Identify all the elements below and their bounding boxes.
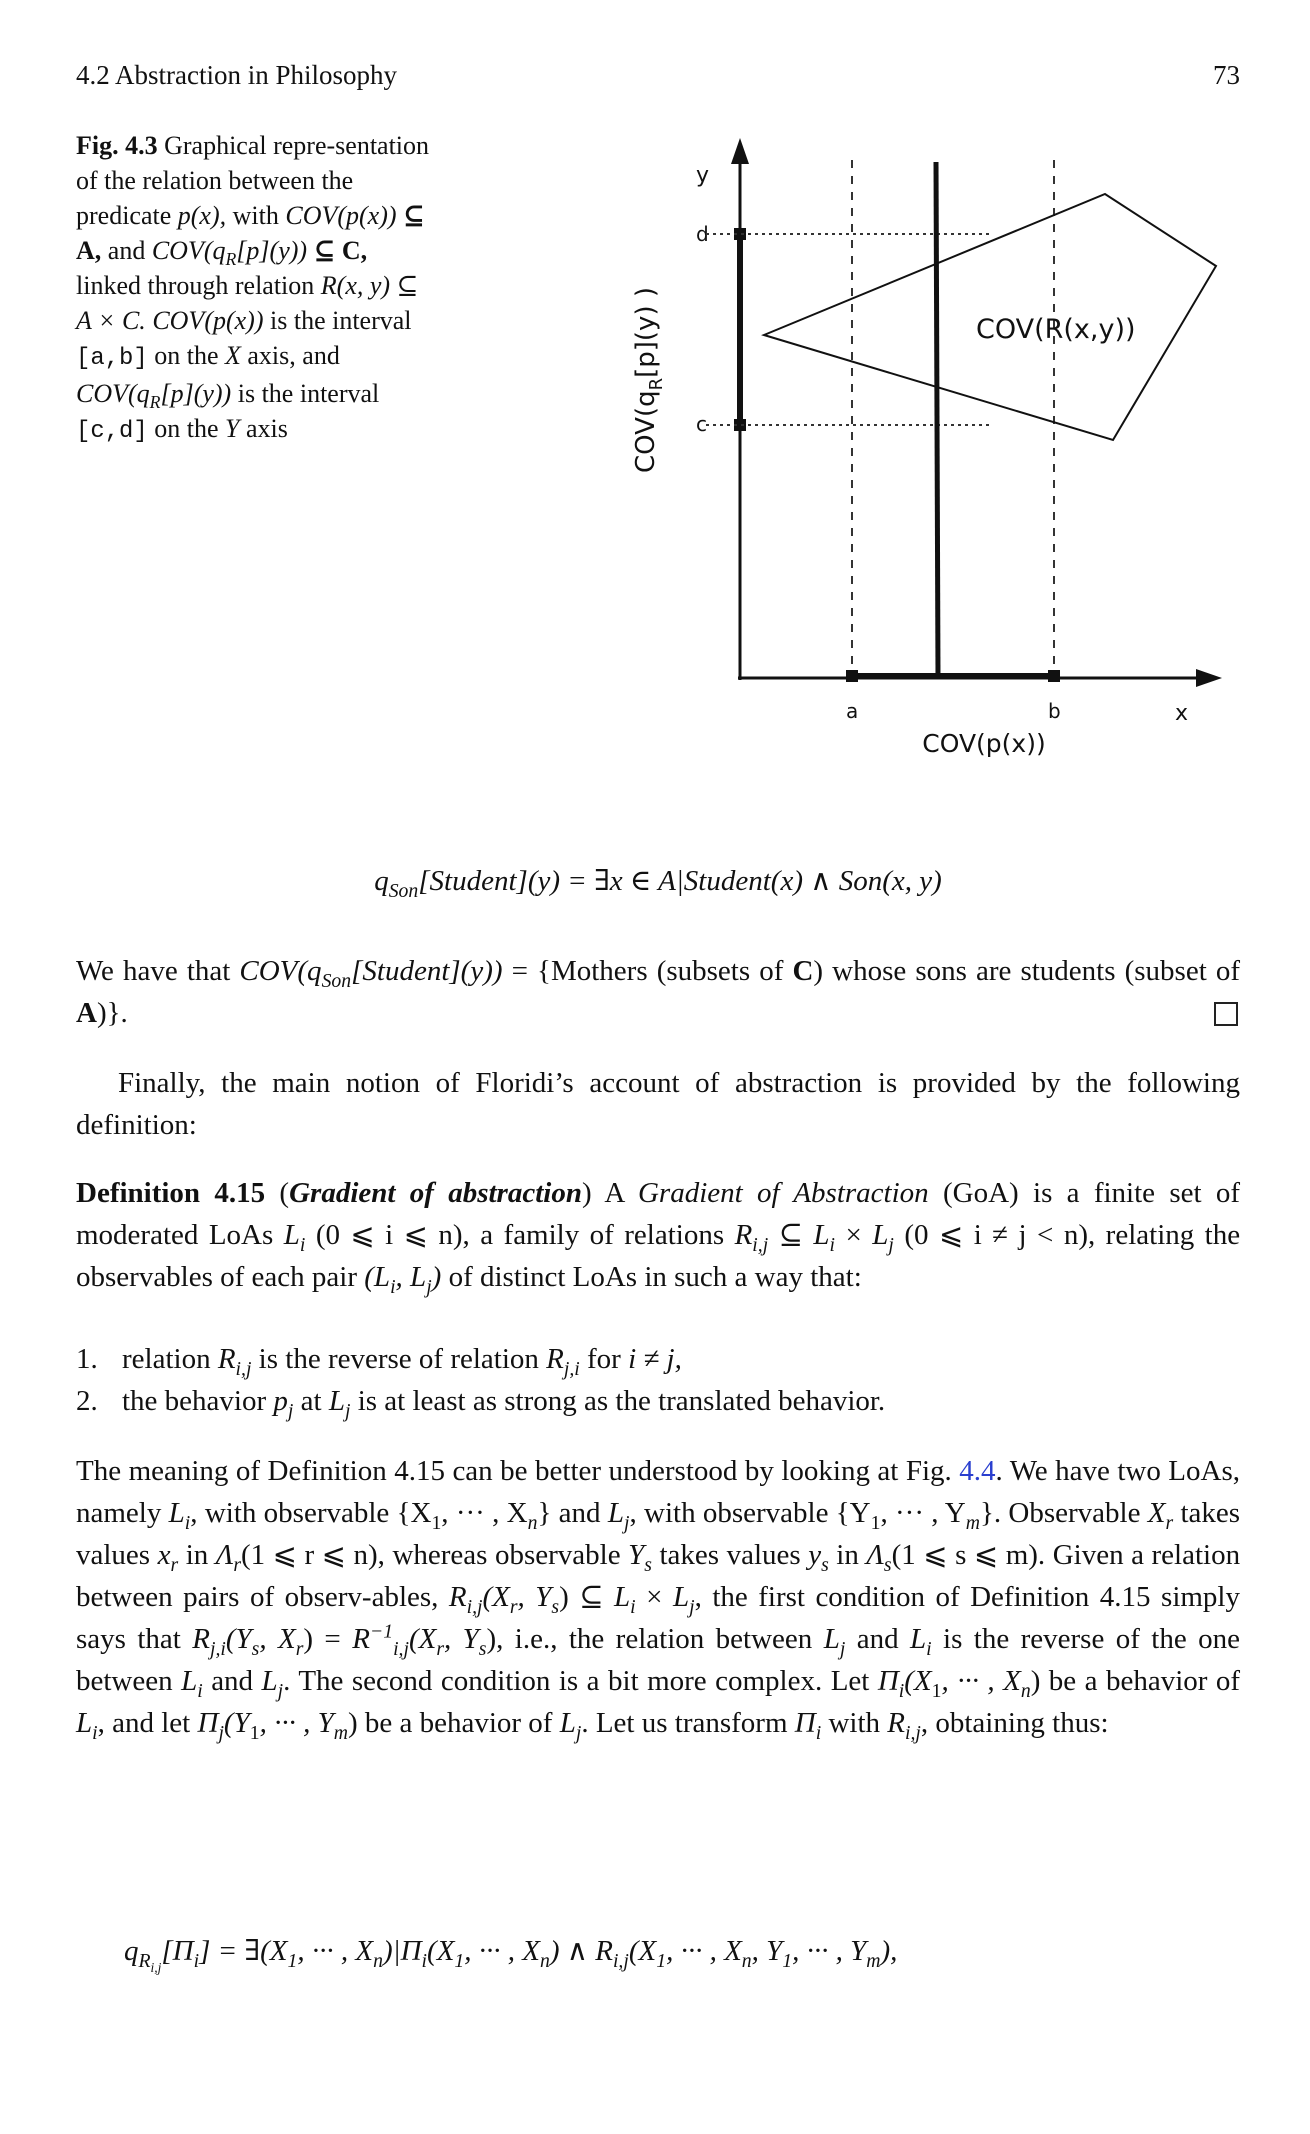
definition-name: Gradient of abstraction	[289, 1177, 582, 1209]
vertical-line	[936, 162, 938, 676]
figure-label: Fig. 4.3	[76, 131, 158, 160]
page-number: 73	[1213, 60, 1240, 90]
y-axis-label: y	[696, 163, 710, 188]
list-item: 1. relation $R_{i,j}$ is the reverse of relation $R_{j,i}$ for i ≠ j,	[76, 1343, 682, 1380]
x-axis-title: COV(p(x))	[922, 729, 1046, 758]
x-axis-label: x	[1175, 701, 1189, 726]
paragraph-meaning: The meaning of Definition 4.15 can be better understood by looking at Fig. 4.4. We have two LoAs, namely $L_i$, with observable {$X_1$, ··· , $X_n$} and $L_j$, with observable {$Y_1$, ··· , $Y_m$}. Observable $X_r$ takes values $x_r$ in $\Lambda_r(1$ ⩽ r ⩽ n), whereas observable $Y_s$ takes values $y_s$ in $\Lambda_s(1$ ⩽ s ⩽ m). Given a relation between pairs of observ-ables, $R_{i,j}(X_r$, $Y_s$) ⊆ $L_i \times L_j$, the first condition of Definition 4.15 simply says that $R_{j,i}(Y_s$, $X_r) = R^{-1}_{i,j}(X_r$, $Y_s$), i.e., the relation between $L_j$ and $L_i$ is the reverse of the one between $L_i$ and $L_j$. The second condition is a bit more complex. Let $\Pi_i(X_1$, ··· , $X_n$) be a behavior of $L_i$, and let $\Pi_j(Y_1$, ··· , $Y_m$) be a behavior of $L_j$. Let us transform $\Pi_i$ with $R_{i,j}$, obtaining thus:	[76, 1455, 1241, 1744]
region-label: COV(R(x,y))	[976, 314, 1136, 345]
tick-b-marker	[1048, 670, 1060, 682]
x-axis-arrow	[1196, 669, 1222, 687]
paragraph-floridi: Finally, the main notion of Floridi’s account of abstraction is provided by the following definition:	[76, 1067, 1240, 1141]
y-axis-arrow	[731, 138, 749, 164]
definition-conditions	[76, 1338, 1240, 1422]
figure-caption: Fig. 4.3 Graphical repre-sentation of the relation between the predicate p(x), with COV(p(x)) ⊆ A, and $COV(q_R[p](y))$ ⊆ C, linked through relation R(x, y) ⊆ A × C. COV(p(x)) is the interval [a,b] on the X axis, and $COV(q_R[p](y))$ is the interval [c,d] on the Y axis	[76, 131, 430, 445]
equation-qson: $q_{Son}[Student](y)$ = ∃x ∈ A|Student(x) ∧ Son(x, y)	[374, 865, 942, 902]
figure-4-3	[620, 130, 1260, 780]
definition-4-15: Definition 4.15 (Gradient of abstraction) A Gradient of Abstraction (GoA) is a finite set of moderated LoAs $L_i$ (0 ⩽ i ⩽ n), a family of relations $R_{i,j}$ ⊆ $L_i \times L_j$ (0 ⩽ i ≠ j < n), relating the observables of each pair ($L_i$, $L_j$) of distinct LoAs in such a way that:	[76, 1177, 1241, 1298]
tick-a: a	[846, 699, 859, 723]
list-item: 2. the behavior $p_j$ at $L_j$ is at least as strong as the translated behavior.	[76, 1385, 886, 1422]
section-title: 4.2 Abstraction in Philosophy	[76, 60, 398, 90]
tick-d: d	[696, 222, 709, 246]
y-axis-title: $COV(q_R[p](y)$ )	[631, 287, 667, 473]
relation-diagram	[620, 130, 1260, 780]
qed-box	[1214, 1002, 1238, 1026]
paragraph-cov-qson: We have that $COV(q_{Son}[Student](y))$ = {Mothers (subsets of C) whose sons are students (subset of A)}.	[76, 955, 1240, 1029]
running-head	[76, 60, 1240, 96]
equation-transform: $q_{R_{i,j}}[\Pi_i]$ = $\exists(X_1$, ··· , $X_n)|\Pi_i(X_1$, ··· , $X_n$) ∧ $R_{i,j}(X_1$, ··· , $X_n$, $Y_1$, ··· , $Y_m$),	[124, 1935, 898, 1975]
tick-a-marker	[846, 670, 858, 682]
tick-b: b	[1048, 699, 1061, 723]
figure-4-4-link[interactable]: 4.4	[959, 1455, 996, 1487]
tick-c: c	[696, 412, 707, 436]
definition-label: Definition 4.15	[76, 1177, 266, 1209]
